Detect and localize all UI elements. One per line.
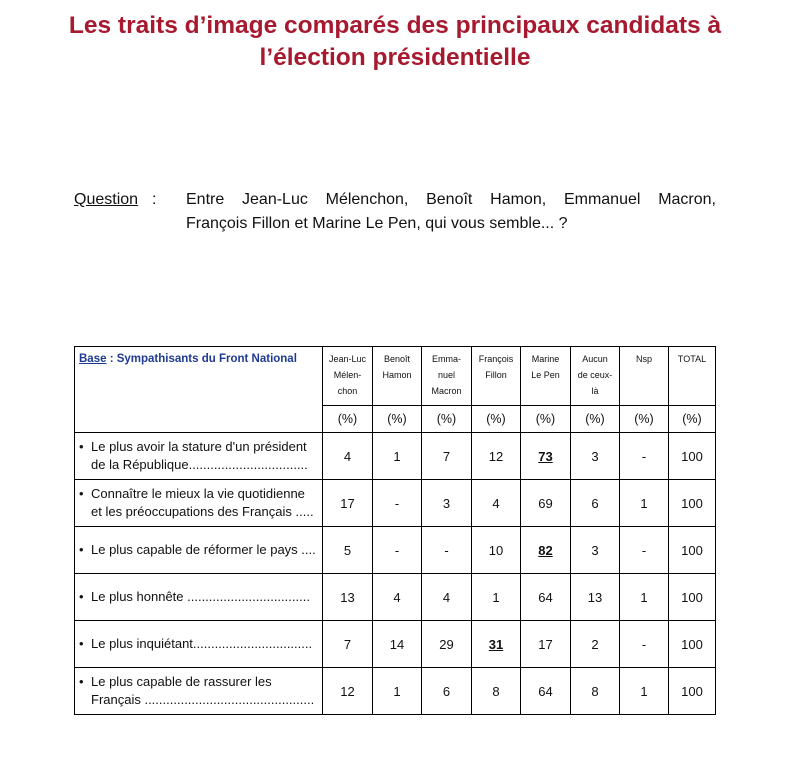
question-text-line-1: Entre Jean-Luc Mélenchon, Benoît Hamon, Emmanuel Macron, xyxy=(186,191,716,208)
bullet-icon: • xyxy=(79,439,84,454)
value-cell: 7 xyxy=(323,621,373,668)
row-label-line: Le plus honnête .................................. xyxy=(91,589,310,604)
value-cell: 1 xyxy=(620,668,669,715)
value-cell: 31 xyxy=(472,621,521,668)
results-table xyxy=(74,346,716,715)
unit-cell: (%) xyxy=(373,406,422,433)
column-header xyxy=(571,347,620,406)
row-label-line: Connaître le mieux la vie quotidienne xyxy=(91,486,305,501)
unit-cell: (%) xyxy=(669,406,716,433)
base-cell xyxy=(75,347,323,433)
value-cell: 4 xyxy=(422,574,472,621)
value-cell: 12 xyxy=(472,433,521,480)
value-cell: 100 xyxy=(669,433,716,480)
row-label-line: Français ............................................... xyxy=(91,692,315,707)
column-header-line: TOTAL xyxy=(677,354,707,364)
row-label-line: Le plus avoir la stature d'un président xyxy=(91,439,307,454)
base-text: : Sympathisants du Front National xyxy=(106,353,297,365)
value-cell: 69 xyxy=(521,480,571,527)
unit-cell: (%) xyxy=(472,406,521,433)
value-cell: 14 xyxy=(373,621,422,668)
table-row xyxy=(75,621,716,668)
bullet-icon: • xyxy=(79,486,84,501)
value-cell: 6 xyxy=(571,480,620,527)
value-cell: 6 xyxy=(422,668,472,715)
row-label xyxy=(75,433,323,480)
column-header-line: Le Pen xyxy=(531,370,560,380)
value-cell: 64 xyxy=(521,668,571,715)
question-label: Question xyxy=(74,191,139,208)
value-cell: 3 xyxy=(571,433,620,480)
row-label xyxy=(75,574,323,621)
page-title xyxy=(40,10,750,74)
value-cell: 1 xyxy=(472,574,521,621)
row-label xyxy=(75,621,323,668)
value-cell: - xyxy=(373,480,422,527)
value-cell: 100 xyxy=(669,621,716,668)
row-label-line: Le plus capable de rassurer les xyxy=(91,674,272,689)
title-line-1: Les traits d’image comparés des principaux candidats à xyxy=(68,12,722,39)
unit-cell: (%) xyxy=(521,406,571,433)
column-header xyxy=(373,347,422,406)
value-cell: 3 xyxy=(571,527,620,574)
column-header-line: Benoît xyxy=(383,354,411,364)
base-label: Base xyxy=(79,353,107,365)
row-label-line: de la République................................. xyxy=(91,457,308,472)
value-cell: 1 xyxy=(620,480,669,527)
value-cell: 17 xyxy=(323,480,373,527)
value-cell: - xyxy=(620,527,669,574)
value-cell: - xyxy=(620,433,669,480)
value-cell: 17 xyxy=(521,621,571,668)
table-row xyxy=(75,668,716,715)
value-cell: 8 xyxy=(571,668,620,715)
column-header-line: Marine xyxy=(531,354,560,364)
column-header-line: nuel xyxy=(437,370,455,380)
column-header-line: Hamon xyxy=(382,370,412,380)
row-label xyxy=(75,668,323,715)
value-cell: 10 xyxy=(472,527,521,574)
value-cell: 100 xyxy=(669,574,716,621)
column-header-line: François xyxy=(478,354,514,364)
value-cell: - xyxy=(373,527,422,574)
value-cell: 2 xyxy=(571,621,620,668)
table-row xyxy=(75,480,716,527)
title-line-2: l’élection présidentielle xyxy=(259,44,531,71)
column-header xyxy=(669,347,716,406)
table-row xyxy=(75,433,716,480)
column-header xyxy=(472,347,521,406)
column-header-line: Nsp xyxy=(635,354,652,364)
value-cell: 4 xyxy=(373,574,422,621)
unit-cell: (%) xyxy=(422,406,472,433)
bullet-icon: • xyxy=(79,636,84,651)
column-header-line: Fillon xyxy=(485,370,507,380)
bullet-icon: • xyxy=(79,589,84,604)
bullet-icon: • xyxy=(79,674,84,689)
value-cell: 1 xyxy=(373,668,422,715)
question-text-line-2: François Fillon et Marine Le Pen, qui vous semble... ? xyxy=(186,215,568,232)
column-header-line: Mélen- xyxy=(333,370,362,380)
table-row xyxy=(75,574,716,621)
row-label-line: Le plus inquiétant................................. xyxy=(91,636,313,651)
column-header-line: Emma- xyxy=(432,354,461,364)
value-cell: 100 xyxy=(669,480,716,527)
column-header xyxy=(620,347,669,406)
row-label xyxy=(75,527,323,574)
value-cell: 64 xyxy=(521,574,571,621)
unit-cell: (%) xyxy=(620,406,669,433)
value-cell: 12 xyxy=(323,668,373,715)
value-cell: 7 xyxy=(422,433,472,480)
table-row xyxy=(75,527,716,574)
value-cell: 1 xyxy=(620,574,669,621)
value-cell: 4 xyxy=(472,480,521,527)
value-cell: 13 xyxy=(323,574,373,621)
value-cell: 3 xyxy=(422,480,472,527)
value-cell: - xyxy=(620,621,669,668)
value-cell: 100 xyxy=(669,527,716,574)
column-header-line: là xyxy=(591,386,599,396)
column-header-line: chon xyxy=(337,386,358,396)
column-header xyxy=(521,347,571,406)
unit-cell: (%) xyxy=(323,406,373,433)
row-label-line: Le plus capable de réformer le pays .... xyxy=(91,542,316,557)
column-header-line: Aucun xyxy=(582,354,608,364)
value-cell: 13 xyxy=(571,574,620,621)
value-cell: 100 xyxy=(669,668,716,715)
value-cell: 73 xyxy=(521,433,571,480)
value-cell: 1 xyxy=(373,433,422,480)
column-header-line: Jean-Luc xyxy=(328,354,367,364)
row-label xyxy=(75,480,323,527)
value-cell: 8 xyxy=(472,668,521,715)
bullet-icon: • xyxy=(79,542,84,557)
value-cell: 4 xyxy=(323,433,373,480)
value-cell: - xyxy=(422,527,472,574)
column-header-line: de ceux- xyxy=(577,370,613,380)
value-cell: 82 xyxy=(521,527,571,574)
unit-cell: (%) xyxy=(571,406,620,433)
column-header xyxy=(422,347,472,406)
row-label-line: et les préoccupations des Français ..... xyxy=(91,504,314,519)
value-cell: 29 xyxy=(422,621,472,668)
column-header-line: Macron xyxy=(431,386,462,396)
value-cell: 5 xyxy=(323,527,373,574)
question-colon: : xyxy=(152,191,157,208)
column-header xyxy=(323,347,373,406)
